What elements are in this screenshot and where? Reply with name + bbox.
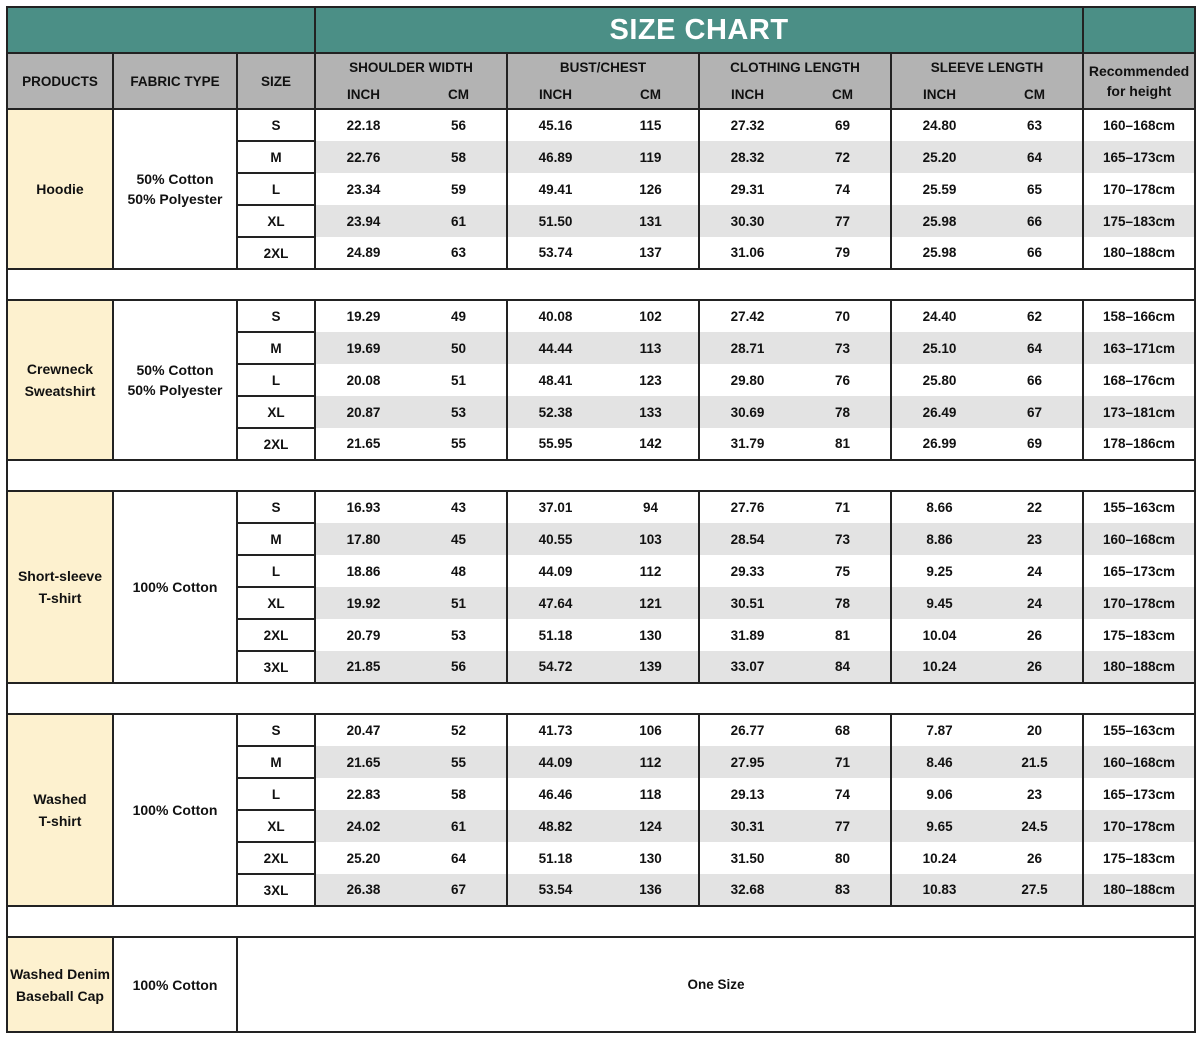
sleeve-inch-value: 26.49 — [891, 396, 987, 428]
sleeve-cm-value: 67 — [987, 396, 1083, 428]
sleeve-cm-value: 24.5 — [987, 810, 1083, 842]
recommended-height-value: 158–166cm — [1083, 300, 1195, 332]
length-cm-value: 81 — [795, 428, 891, 460]
size-label: S — [237, 300, 315, 332]
product-name-line: Hoodie — [36, 181, 84, 197]
header-sleeve-cm: CM — [987, 80, 1083, 109]
shoulder-inch-value: 22.76 — [315, 141, 411, 173]
length-cm-value: 78 — [795, 396, 891, 428]
length-cm-value: 74 — [795, 778, 891, 810]
shoulder-cm-value: 53 — [411, 396, 507, 428]
length-cm-value: 84 — [795, 651, 891, 683]
sleeve-inch-value: 10.83 — [891, 874, 987, 906]
spacer-cell — [7, 269, 1195, 300]
shoulder-cm-value: 67 — [411, 874, 507, 906]
product-name-line: T-shirt — [38, 813, 82, 829]
length-inch-value: 27.76 — [699, 491, 795, 523]
shoulder-inch-value: 23.94 — [315, 205, 411, 237]
size-label: XL — [237, 587, 315, 619]
recommended-height-value: 175–183cm — [1083, 205, 1195, 237]
product-name-line: T-shirt — [38, 590, 82, 606]
shoulder-cm-value: 56 — [411, 651, 507, 683]
sleeve-cm-value: 27.5 — [987, 874, 1083, 906]
header-shoulder-inch: INCH — [315, 80, 411, 109]
sleeve-inch-value: 8.66 — [891, 491, 987, 523]
size-label: M — [237, 746, 315, 778]
sleeve-cm-value: 26 — [987, 619, 1083, 651]
spacer-cell — [7, 460, 1195, 491]
recommended-height-value: 180–188cm — [1083, 651, 1195, 683]
bust-inch-value: 54.72 — [507, 651, 603, 683]
sleeve-cm-value: 23 — [987, 523, 1083, 555]
header-bust-inch: INCH — [507, 80, 603, 109]
recommended-height-value: 155–163cm — [1083, 714, 1195, 746]
length-inch-value: 30.30 — [699, 205, 795, 237]
sleeve-cm-value: 23 — [987, 778, 1083, 810]
header-sleeve-length: SLEEVE LENGTH — [891, 53, 1083, 80]
header-recommended-line1: Recommended — [1088, 63, 1190, 79]
header-recommended-height — [1083, 53, 1195, 109]
bust-inch-value: 46.46 — [507, 778, 603, 810]
sleeve-inch-value: 9.25 — [891, 555, 987, 587]
sleeve-cm-value: 20 — [987, 714, 1083, 746]
shoulder-cm-value: 64 — [411, 842, 507, 874]
length-cm-value: 74 — [795, 173, 891, 205]
length-inch-value: 28.54 — [699, 523, 795, 555]
size-label: 3XL — [237, 874, 315, 906]
bust-inch-value: 44.44 — [507, 332, 603, 364]
length-cm-value: 77 — [795, 810, 891, 842]
bust-cm-value: 112 — [603, 555, 699, 587]
header-shoulder-cm: CM — [411, 80, 507, 109]
bust-cm-value: 131 — [603, 205, 699, 237]
length-cm-value: 73 — [795, 523, 891, 555]
shoulder-inch-value: 26.38 — [315, 874, 411, 906]
sleeve-cm-value: 64 — [987, 141, 1083, 173]
length-inch-value: 27.32 — [699, 109, 795, 141]
shoulder-inch-value: 22.83 — [315, 778, 411, 810]
sleeve-inch-value: 9.06 — [891, 778, 987, 810]
recommended-height-value: 173–181cm — [1083, 396, 1195, 428]
bust-inch-value: 49.41 — [507, 173, 603, 205]
bust-cm-value: 126 — [603, 173, 699, 205]
size-chart-body — [7, 7, 1195, 1032]
length-inch-value: 31.79 — [699, 428, 795, 460]
length-cm-value: 78 — [795, 587, 891, 619]
header-recommended-line2: for height — [1106, 83, 1172, 99]
length-cm-value: 70 — [795, 300, 891, 332]
header-sleeve-inch: INCH — [891, 80, 987, 109]
table-row — [7, 109, 1195, 141]
sleeve-inch-value: 8.86 — [891, 523, 987, 555]
bust-inch-value: 40.08 — [507, 300, 603, 332]
fabric-type-line: 100% Cotton — [132, 579, 218, 595]
shoulder-inch-value: 20.47 — [315, 714, 411, 746]
size-label: S — [237, 109, 315, 141]
title-band-left — [7, 7, 315, 53]
spacer-row — [7, 906, 1195, 937]
header-size: SIZE — [237, 53, 315, 109]
sleeve-inch-value: 25.98 — [891, 237, 987, 269]
sleeve-inch-value: 25.59 — [891, 173, 987, 205]
sleeve-inch-value: 24.80 — [891, 109, 987, 141]
length-cm-value: 75 — [795, 555, 891, 587]
sleeve-cm-value: 69 — [987, 428, 1083, 460]
fabric-type — [113, 109, 237, 269]
bust-cm-value: 118 — [603, 778, 699, 810]
recommended-height-value: 155–163cm — [1083, 491, 1195, 523]
shoulder-inch-value: 25.20 — [315, 842, 411, 874]
recommended-height-value: 165–173cm — [1083, 778, 1195, 810]
sleeve-inch-value: 25.80 — [891, 364, 987, 396]
bust-cm-value: 106 — [603, 714, 699, 746]
sleeve-inch-value: 25.10 — [891, 332, 987, 364]
size-label: M — [237, 332, 315, 364]
shoulder-inch-value: 21.85 — [315, 651, 411, 683]
product-name — [7, 937, 113, 1032]
shoulder-inch-value: 19.29 — [315, 300, 411, 332]
bust-inch-value: 51.50 — [507, 205, 603, 237]
size-label: XL — [237, 810, 315, 842]
bust-cm-value: 142 — [603, 428, 699, 460]
shoulder-inch-value: 19.92 — [315, 587, 411, 619]
shoulder-cm-value: 49 — [411, 300, 507, 332]
size-label: 2XL — [237, 842, 315, 874]
table-row — [7, 491, 1195, 523]
length-inch-value: 33.07 — [699, 651, 795, 683]
header-products: PRODUCTS — [7, 53, 113, 109]
size-label: M — [237, 141, 315, 173]
fabric-type-line: 50% Polyester — [127, 382, 223, 398]
size-label: L — [237, 555, 315, 587]
bust-inch-value: 51.18 — [507, 619, 603, 651]
bust-cm-value: 124 — [603, 810, 699, 842]
size-label: S — [237, 491, 315, 523]
bust-inch-value: 52.38 — [507, 396, 603, 428]
size-label: L — [237, 778, 315, 810]
table-row — [7, 714, 1195, 746]
length-inch-value: 26.77 — [699, 714, 795, 746]
length-cm-value: 73 — [795, 332, 891, 364]
sleeve-cm-value: 26 — [987, 842, 1083, 874]
shoulder-cm-value: 61 — [411, 810, 507, 842]
shoulder-inch-value: 20.79 — [315, 619, 411, 651]
spacer-row — [7, 269, 1195, 300]
bust-inch-value: 48.82 — [507, 810, 603, 842]
length-cm-value: 69 — [795, 109, 891, 141]
length-inch-value: 31.50 — [699, 842, 795, 874]
recommended-height-value: 178–186cm — [1083, 428, 1195, 460]
length-inch-value: 28.32 — [699, 141, 795, 173]
bust-cm-value: 103 — [603, 523, 699, 555]
one-size-label: One Size — [237, 937, 1195, 1032]
bust-cm-value: 130 — [603, 619, 699, 651]
bust-inch-value: 55.95 — [507, 428, 603, 460]
bust-inch-value: 46.89 — [507, 141, 603, 173]
sleeve-cm-value: 26 — [987, 651, 1083, 683]
size-label: 2XL — [237, 619, 315, 651]
length-inch-value: 30.31 — [699, 810, 795, 842]
bust-inch-value: 40.55 — [507, 523, 603, 555]
spacer-cell — [7, 906, 1195, 937]
size-label: 2XL — [237, 428, 315, 460]
length-inch-value: 28.71 — [699, 332, 795, 364]
length-cm-value: 83 — [795, 874, 891, 906]
header-bust-chest: BUST/CHEST — [507, 53, 699, 80]
length-inch-value: 29.31 — [699, 173, 795, 205]
fabric-type-line: 50% Cotton — [136, 362, 214, 378]
bust-cm-value: 102 — [603, 300, 699, 332]
fabric-type-line: 50% Polyester — [127, 191, 223, 207]
product-name — [7, 714, 113, 906]
product-name-line: Baseball Cap — [16, 987, 104, 1004]
sleeve-inch-value: 10.24 — [891, 842, 987, 874]
length-inch-value: 27.42 — [699, 300, 795, 332]
shoulder-cm-value: 45 — [411, 523, 507, 555]
sleeve-inch-value: 25.20 — [891, 141, 987, 173]
bust-inch-value: 51.18 — [507, 842, 603, 874]
header-fabric-type: FABRIC TYPE — [113, 53, 237, 109]
length-inch-value: 30.51 — [699, 587, 795, 619]
header-length-cm: CM — [795, 80, 891, 109]
sleeve-cm-value: 66 — [987, 237, 1083, 269]
fabric-type — [113, 714, 237, 906]
product-name-line: Washed — [33, 791, 87, 807]
title-band-right — [1083, 7, 1195, 53]
sleeve-cm-value: 24 — [987, 587, 1083, 619]
recommended-height-value: 170–178cm — [1083, 173, 1195, 205]
header-bust-cm: CM — [603, 80, 699, 109]
sleeve-inch-value: 10.24 — [891, 651, 987, 683]
recommended-height-value: 160–168cm — [1083, 523, 1195, 555]
shoulder-inch-value: 24.02 — [315, 810, 411, 842]
recommended-height-value: 165–173cm — [1083, 141, 1195, 173]
header-clothing-length: CLOTHING LENGTH — [699, 53, 891, 80]
bust-cm-value: 139 — [603, 651, 699, 683]
bust-inch-value: 37.01 — [507, 491, 603, 523]
table-row-cap — [7, 937, 1195, 1032]
length-cm-value: 79 — [795, 237, 891, 269]
length-inch-value: 31.06 — [699, 237, 795, 269]
bust-cm-value: 112 — [603, 746, 699, 778]
recommended-height-value: 163–171cm — [1083, 332, 1195, 364]
sleeve-cm-value: 66 — [987, 205, 1083, 237]
bust-inch-value: 45.16 — [507, 109, 603, 141]
bust-inch-value: 53.74 — [507, 237, 603, 269]
size-chart-table — [6, 6, 1196, 1033]
sleeve-cm-value: 63 — [987, 109, 1083, 141]
shoulder-inch-value: 20.08 — [315, 364, 411, 396]
length-cm-value: 72 — [795, 141, 891, 173]
recommended-height-value: 168–176cm — [1083, 364, 1195, 396]
size-label: S — [237, 714, 315, 746]
bust-inch-value: 44.09 — [507, 746, 603, 778]
shoulder-cm-value: 43 — [411, 491, 507, 523]
shoulder-inch-value: 19.69 — [315, 332, 411, 364]
sleeve-cm-value: 62 — [987, 300, 1083, 332]
shoulder-cm-value: 63 — [411, 237, 507, 269]
length-inch-value: 32.68 — [699, 874, 795, 906]
header-shoulder-width: SHOULDER WIDTH — [315, 53, 507, 80]
shoulder-cm-value: 59 — [411, 173, 507, 205]
shoulder-inch-value: 17.80 — [315, 523, 411, 555]
shoulder-inch-value: 16.93 — [315, 491, 411, 523]
product-name-line: Short-sleeve — [17, 568, 103, 584]
length-cm-value: 77 — [795, 205, 891, 237]
shoulder-cm-value: 58 — [411, 141, 507, 173]
product-name-line: Crewneck — [26, 361, 94, 377]
product-name — [7, 300, 113, 460]
shoulder-cm-value: 61 — [411, 205, 507, 237]
size-label: L — [237, 364, 315, 396]
length-inch-value: 29.13 — [699, 778, 795, 810]
sleeve-inch-value: 10.04 — [891, 619, 987, 651]
length-inch-value: 31.89 — [699, 619, 795, 651]
recommended-height-value: 180–188cm — [1083, 237, 1195, 269]
header-length-inch: INCH — [699, 80, 795, 109]
product-name — [7, 491, 113, 683]
size-label: XL — [237, 396, 315, 428]
sleeve-inch-value: 7.87 — [891, 714, 987, 746]
shoulder-cm-value: 53 — [411, 619, 507, 651]
product-name-line: Washed Denim — [10, 965, 110, 982]
bust-cm-value: 133 — [603, 396, 699, 428]
spacer-cell — [7, 683, 1195, 714]
bust-inch-value: 48.41 — [507, 364, 603, 396]
recommended-height-value: 170–178cm — [1083, 587, 1195, 619]
fabric-type — [113, 491, 237, 683]
shoulder-inch-value: 24.89 — [315, 237, 411, 269]
length-cm-value: 80 — [795, 842, 891, 874]
recommended-height-value: 160–168cm — [1083, 746, 1195, 778]
sleeve-inch-value: 25.98 — [891, 205, 987, 237]
fabric-type-line: 50% Cotton — [136, 171, 214, 187]
spacer-row — [7, 460, 1195, 491]
length-inch-value: 30.69 — [699, 396, 795, 428]
bust-inch-value: 44.09 — [507, 555, 603, 587]
shoulder-inch-value: 20.87 — [315, 396, 411, 428]
bust-cm-value: 137 — [603, 237, 699, 269]
recommended-height-value: 170–178cm — [1083, 810, 1195, 842]
sleeve-cm-value: 22 — [987, 491, 1083, 523]
recommended-height-value: 165–173cm — [1083, 555, 1195, 587]
bust-inch-value: 47.64 — [507, 587, 603, 619]
shoulder-cm-value: 48 — [411, 555, 507, 587]
sleeve-cm-value: 66 — [987, 364, 1083, 396]
recommended-height-value: 180–188cm — [1083, 874, 1195, 906]
shoulder-cm-value: 56 — [411, 109, 507, 141]
size-label: L — [237, 173, 315, 205]
bust-inch-value: 41.73 — [507, 714, 603, 746]
sleeve-inch-value: 9.45 — [891, 587, 987, 619]
shoulder-inch-value: 22.18 — [315, 109, 411, 141]
length-cm-value: 68 — [795, 714, 891, 746]
shoulder-inch-value: 18.86 — [315, 555, 411, 587]
bust-inch-value: 53.54 — [507, 874, 603, 906]
recommended-height-value: 175–183cm — [1083, 842, 1195, 874]
length-cm-value: 71 — [795, 746, 891, 778]
spacer-row — [7, 683, 1195, 714]
bust-cm-value: 115 — [603, 109, 699, 141]
sleeve-cm-value: 24 — [987, 555, 1083, 587]
fabric-type: 100% Cotton — [113, 937, 237, 1032]
recommended-height-value: 160–168cm — [1083, 109, 1195, 141]
page-title: SIZE CHART — [315, 7, 1083, 53]
size-label: 2XL — [237, 237, 315, 269]
product-name-line: Sweatshirt — [24, 383, 96, 399]
sleeve-cm-value: 64 — [987, 332, 1083, 364]
length-inch-value: 29.80 — [699, 364, 795, 396]
header-row-top — [7, 53, 1195, 80]
sleeve-inch-value: 8.46 — [891, 746, 987, 778]
bust-cm-value: 94 — [603, 491, 699, 523]
shoulder-cm-value: 51 — [411, 364, 507, 396]
shoulder-cm-value: 51 — [411, 587, 507, 619]
fabric-type — [113, 300, 237, 460]
bust-cm-value: 113 — [603, 332, 699, 364]
sleeve-cm-value: 21.5 — [987, 746, 1083, 778]
recommended-height-value: 175–183cm — [1083, 619, 1195, 651]
table-row — [7, 300, 1195, 332]
bust-cm-value: 136 — [603, 874, 699, 906]
size-label: M — [237, 523, 315, 555]
shoulder-inch-value: 23.34 — [315, 173, 411, 205]
sleeve-inch-value: 24.40 — [891, 300, 987, 332]
title-row — [7, 7, 1195, 53]
sleeve-cm-value: 65 — [987, 173, 1083, 205]
shoulder-inch-value: 21.65 — [315, 428, 411, 460]
length-cm-value: 76 — [795, 364, 891, 396]
sleeve-inch-value: 9.65 — [891, 810, 987, 842]
bust-cm-value: 130 — [603, 842, 699, 874]
shoulder-cm-value: 55 — [411, 428, 507, 460]
shoulder-cm-value: 58 — [411, 778, 507, 810]
shoulder-cm-value: 50 — [411, 332, 507, 364]
bust-cm-value: 121 — [603, 587, 699, 619]
bust-cm-value: 123 — [603, 364, 699, 396]
length-inch-value: 27.95 — [699, 746, 795, 778]
length-cm-value: 71 — [795, 491, 891, 523]
product-name — [7, 109, 113, 269]
shoulder-cm-value: 55 — [411, 746, 507, 778]
shoulder-inch-value: 21.65 — [315, 746, 411, 778]
size-label: 3XL — [237, 651, 315, 683]
fabric-type-line: 100% Cotton — [132, 802, 218, 818]
length-cm-value: 81 — [795, 619, 891, 651]
size-label: XL — [237, 205, 315, 237]
bust-cm-value: 119 — [603, 141, 699, 173]
sleeve-inch-value: 26.99 — [891, 428, 987, 460]
shoulder-cm-value: 52 — [411, 714, 507, 746]
length-inch-value: 29.33 — [699, 555, 795, 587]
